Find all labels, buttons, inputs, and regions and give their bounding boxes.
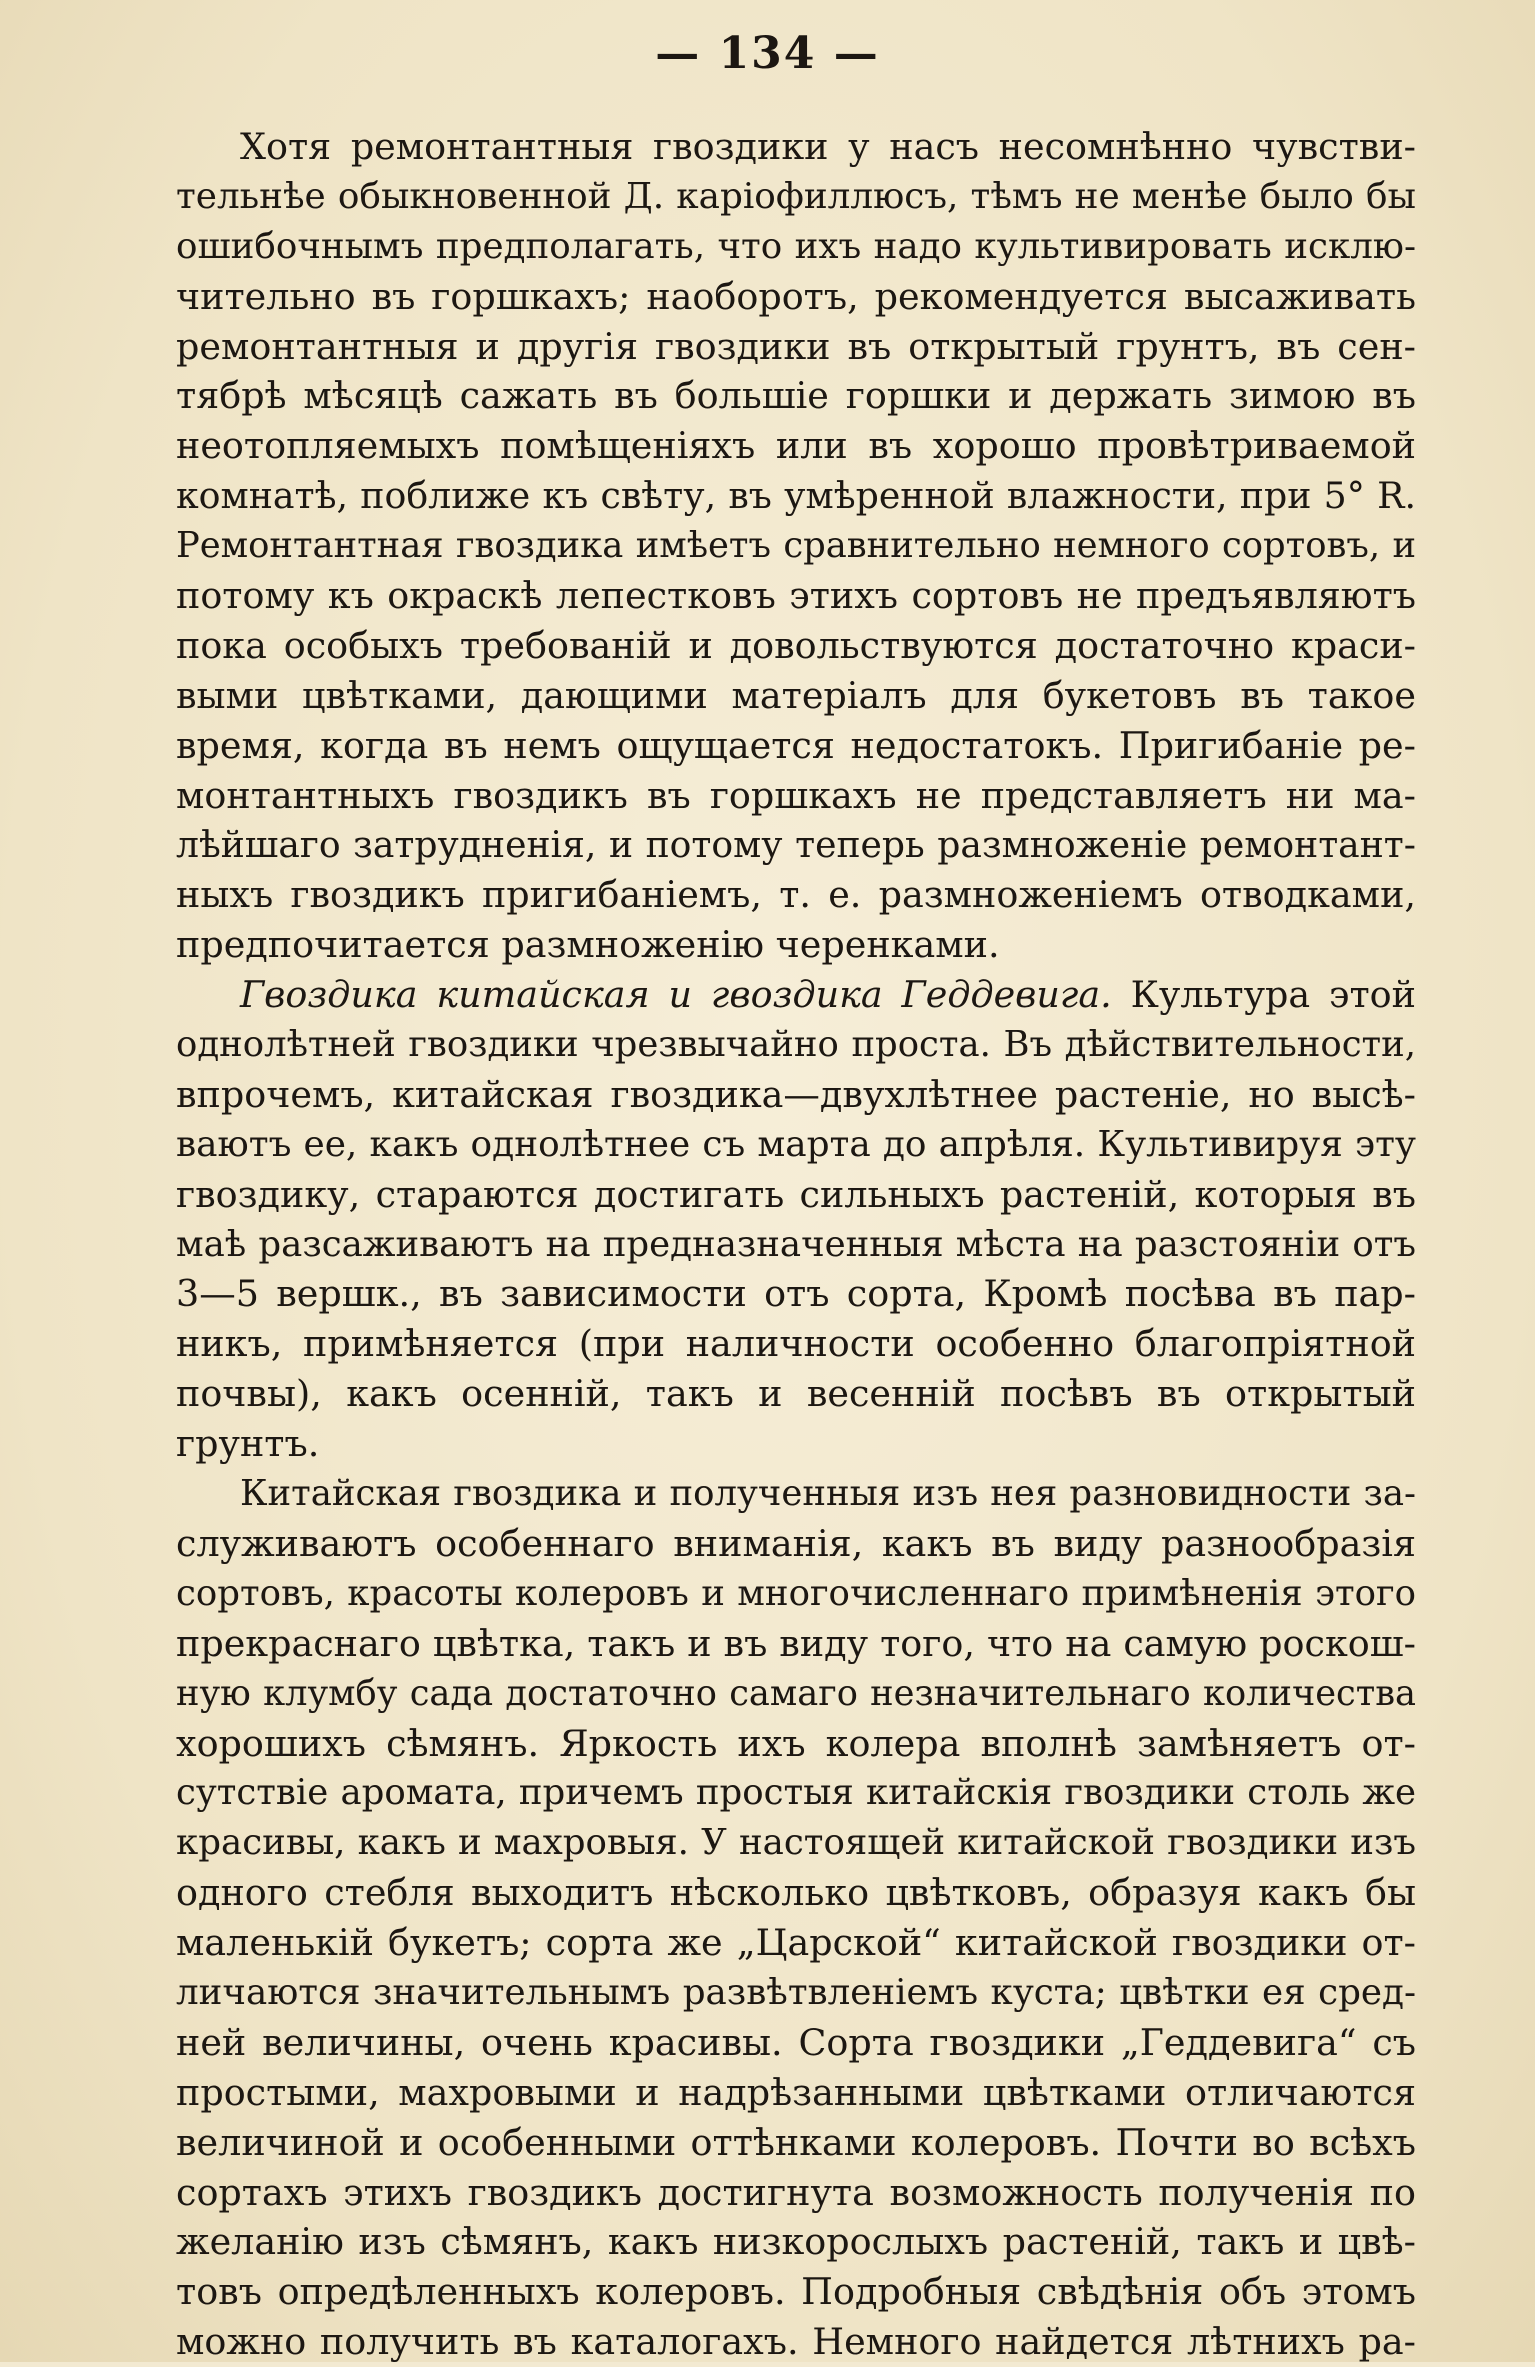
text-line: тябрѣ мѣсяцѣ сажать въ большіе горшки и держать зимою въ [176,374,1416,418]
text-line: монтантныхъ гвоздикъ въ горшкахъ не представляетъ ни ма- [176,773,1416,817]
text-line: маленькій букетъ; сорта же „Царской“ китайской гвоздики от- [176,1921,1416,1965]
text-line: ную клумбу сада достаточно самаго незначительнаго количества [176,1672,1416,1714]
text-line: гвоздику, стараются достигать сильныхъ растеній, которыя въ [176,1172,1416,1216]
text-line: ошибочнымъ предполагать, что ихъ надо культивировать исклю- [176,225,1416,267]
page-number: — 134 — [655,28,880,79]
text-line: товъ опредѣленныхъ колеровъ. Подробныя свѣдѣнія объ этомъ [176,2270,1416,2314]
text-line: сортовъ, красоты колеровъ и многочисленнаго примѣненія этого [176,1572,1416,1614]
heading-line-rest: Культура этой [1130,973,1416,1017]
text-line: потому къ окраскѣ лепестковъ этихъ сортовъ не предъявляютъ [176,574,1416,618]
text-line: лѣйшаго затрудненія, и потому теперь размноженіе ремонтант- [176,823,1416,867]
body-text [176,122,1416,2367]
text-line: однолѣтней гвоздики чрезвычайно проста. Въ дѣйствительности, [176,1024,1416,1066]
text-line: почвы), какъ осенній, такъ и весенній посѣвъ въ открытый [176,1372,1416,1416]
text-line: выми цвѣтками, дающими матеріалъ для букетовъ въ такое [176,673,1416,717]
text-line: величиной и особенными оттѣнками колеровъ. Почти во всѣхъ [176,2120,1416,2164]
text-line: ней величины, очень красивы. Сорта гвоздики „Геддевига“ съ [176,2020,1416,2064]
text-line: можно получить въ каталогахъ. Немного найдется лѣтнихъ ра- [176,2320,1416,2364]
text-line: желанію изъ сѣмянъ, какъ низкорослыхъ растеній, такъ и цвѣ- [176,2220,1416,2264]
text-line: ваютъ ее, какъ однолѣтнее съ марта до апрѣля. Культивируя эту [176,1123,1416,1165]
paragraph-3 [176,1469,1416,2367]
text-line: прекраснаго цвѣтка, такъ и въ виду того, что на самую роскош- [176,1621,1416,1665]
text-line: хорошихъ сѣмянъ. Яркость ихъ колера вполнѣ замѣняетъ от- [176,1721,1416,1765]
text-line: тельнѣе обыкновенной Д. каріофиллюсъ, тѣмъ не менѣе было бы [176,175,1416,217]
italic-heading: Гвоздика китайская и гвоздика Геддевига. [240,973,1112,1017]
text-line: маѣ разсаживаютъ на предназначенныя мѣста на разстояніи отъ [176,1223,1416,1265]
text-line: Китайская гвоздика и полученныя изъ нея разновидности за- [240,1473,1416,1515]
text-line: ныхъ гвоздикъ пригибаніемъ, т. е. размноженіемъ отводками, [176,873,1416,917]
text-line: личаются значительнымъ развѣтвленіемъ куста; цвѣтки ея сред- [176,1971,1416,2013]
text-line: грунтъ. [176,1422,320,1466]
text-line: сортахъ этихъ гвоздикъ достигнута возможность полученія по [176,2170,1416,2214]
text-line: 3—5 вершк., въ зависимости отъ сорта, Кромѣ посѣва въ пар- [176,1272,1416,1316]
text-line: никъ, примѣняется (при наличности особенно благопріятной [176,1322,1416,1366]
text-line: Хотя ремонтантныя гвоздики у насъ несомнѣнно чувстви- [240,125,1416,168]
text-line: служиваютъ особеннаго вниманія, какъ въ виду разнообразія [176,1521,1416,1565]
text-line: неотопляемыхъ помѣщеніяхъ или въ хорошо провѣтриваемой [176,424,1416,468]
text-line: Ремонтантная гвоздика имѣетъ сравнительно немного сортовъ, и [176,525,1416,567]
text-line: ремонтантныя и другія гвоздики въ открытый грунтъ, въ сен- [176,324,1416,368]
text-line: предпочитается размноженію черенками. [176,923,1000,967]
paragraph-1 [176,122,1416,970]
text-line: простыми, махровыми и надрѣзанными цвѣтками отличаются [176,2070,1416,2114]
text-line: одного стебля выходитъ нѣсколько цвѣтковъ, образуя какъ бы [176,1871,1416,1915]
paragraph-heading-line [176,970,1416,1020]
text-line: впрочемъ, китайская гвоздика—двухлѣтнее растеніе, но высѣ- [176,1072,1416,1116]
text-line: комнатѣ, поближе къ свѣту, въ умѣренной влажности, при 5° R. [176,474,1416,518]
text-line: время, когда въ немъ ощущается недостатокъ. Пригибаніе ре- [176,723,1416,767]
text-line: сутствіе аромата, причемъ простыя китайскія гвоздики столь же [176,1772,1416,1814]
text-line: красивы, какъ и махровыя. У настоящей китайской гвоздики изъ [176,1822,1416,1864]
text-line: чительно въ горшкахъ; наоборотъ, рекомендуется высаживать [176,274,1416,318]
text-line: пока особыхъ требованій и довольствуются достаточно краси- [176,623,1416,667]
paragraph-2 [176,970,1416,1469]
